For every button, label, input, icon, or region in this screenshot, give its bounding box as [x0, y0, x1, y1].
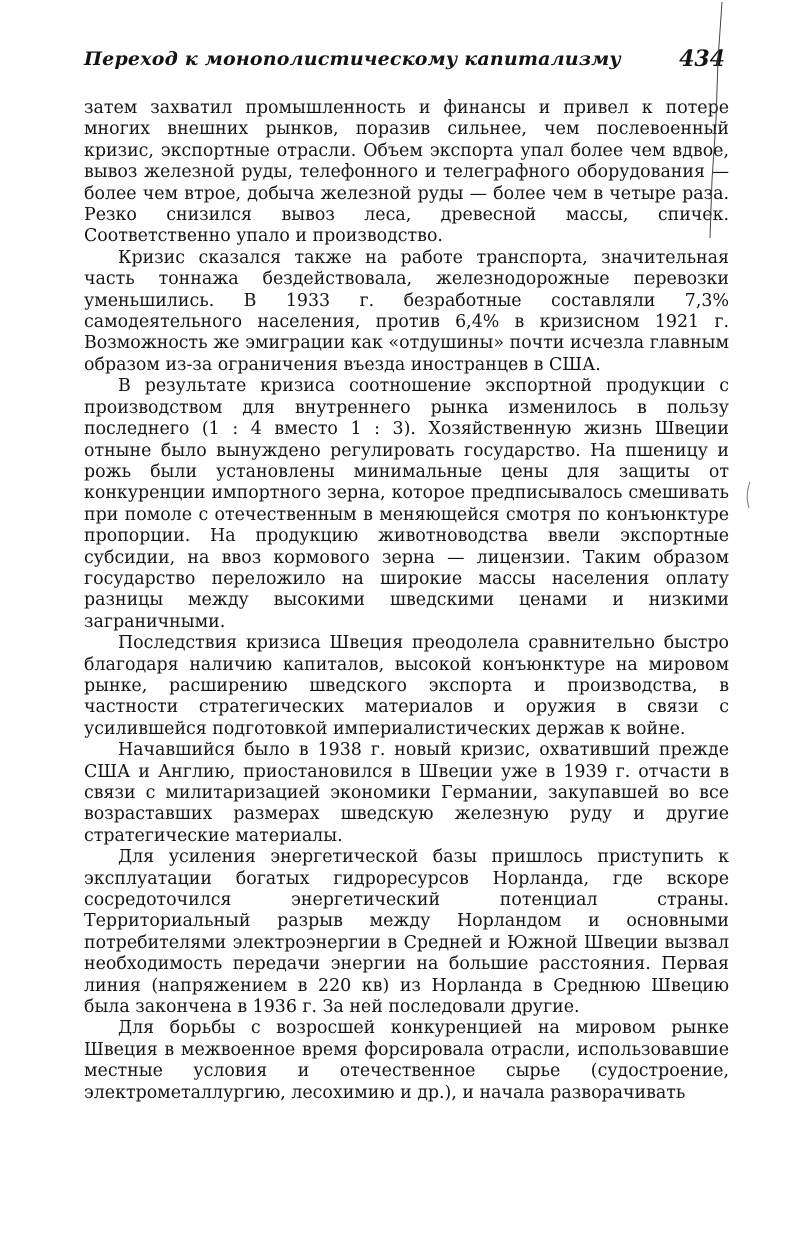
paragraph-3: В результате кризиса соотношение экспортной продукции с производством для внутреннего рынка изменилось в пользу последнего (1 : 4 вместо 1 : 3). Хозяйственную жизнь Швеции отныне было вынуждено регулировать государство. На пшеницу и рожь были установлены минимальные цены для защиты от конкуренции импортного зерна, которое предписывалось смешивать при помоле с отечественным в меняющейся смотря по конъюнктуре пропорции. На продукцию животноводства ввели экспортные субсидии, на ввоз кормового зерна — лицензии. Таким образом государство переложило на широкие массы населения оплату разницы между высокими шведскими ценами и низкими заграничными.	[84, 376, 729, 632]
paragraph-5: Начавшийся было в 1938 г. новый кризис, охвативший прежде США и Англию, приостановился в Швеции уже в 1939 г. отчасти в связи с милитаризацией экономики Германии, закупавшей во все возраставших размерах шведскую железную руду и другие стратегические материалы.	[84, 740, 729, 846]
pencil-mark-tick	[743, 480, 753, 510]
paragraph-6: Для усиления энергетической базы пришлось приступить к эксплуатации богатых гидроресурсов Норланда, где вскоре сосредоточился энергетический потенциал страны. Территориальный разрыв между Норландом и основными потребителями электроэнергии в Средней и Южной Швеции вызвал необходимость передачи энергии на большие расстояния. Первая линия (напряжением в 220 кв) из Норланда в Среднюю Швецию была закончена в 1936 г. За ней последовали другие.	[84, 847, 729, 1018]
page-number: 434	[679, 46, 725, 72]
paragraph-2: Кризис сказался также на работе транспорта, значительная часть тоннажа бездействовала, железнодорожные перевозки уменьшились. В 1933 г. безработные составляли 7,3% самодеятельного населения, против 6,4% в кризисном 1921 г. Возможность же эмиграции как «отдушины» почти исчезла главным образом из-за ограничения въезда иностранцев в США.	[84, 247, 729, 375]
paragraph-7: Для борьбы с возросшей конкуренцией на мировом рынке Швеция в межвоенное время форсировала отрасли, использовавшие местные условия и отечественное сырье (судостроение, электрометаллургию, лесохимию и др.), и начала разворачивать	[84, 1018, 729, 1103]
body-text	[84, 98, 729, 1104]
running-title: Переход к монополистическому капитализму	[84, 48, 621, 70]
page-header	[84, 44, 729, 84]
book-page	[84, 44, 729, 1104]
paragraph-4: Последствия кризиса Швеция преодолела сравнительно быстро благодаря наличию капиталов, высокой конъюнктуре на мировом рынке, расширению шведского экспорта и производства, в частности стратегических материалов и оружия в связи с усилившейся подготовкой империалистических держав к войне.	[84, 633, 729, 739]
paragraph-1: затем захватил промышленность и финансы и привел к потере многих внешних рынков, поразив сильнее, чем послевоенный кризис, экспортные отрасли. Объем экспорта упал более чем вдвое, вывоз железной руды, телефонного и телеграфного оборудования — более чем втрое, добыча железной руды — более чем в четыре раза. Резко снизился вывоз леса, древесной массы, спичек. Соответственно упало и производство.	[84, 98, 729, 247]
